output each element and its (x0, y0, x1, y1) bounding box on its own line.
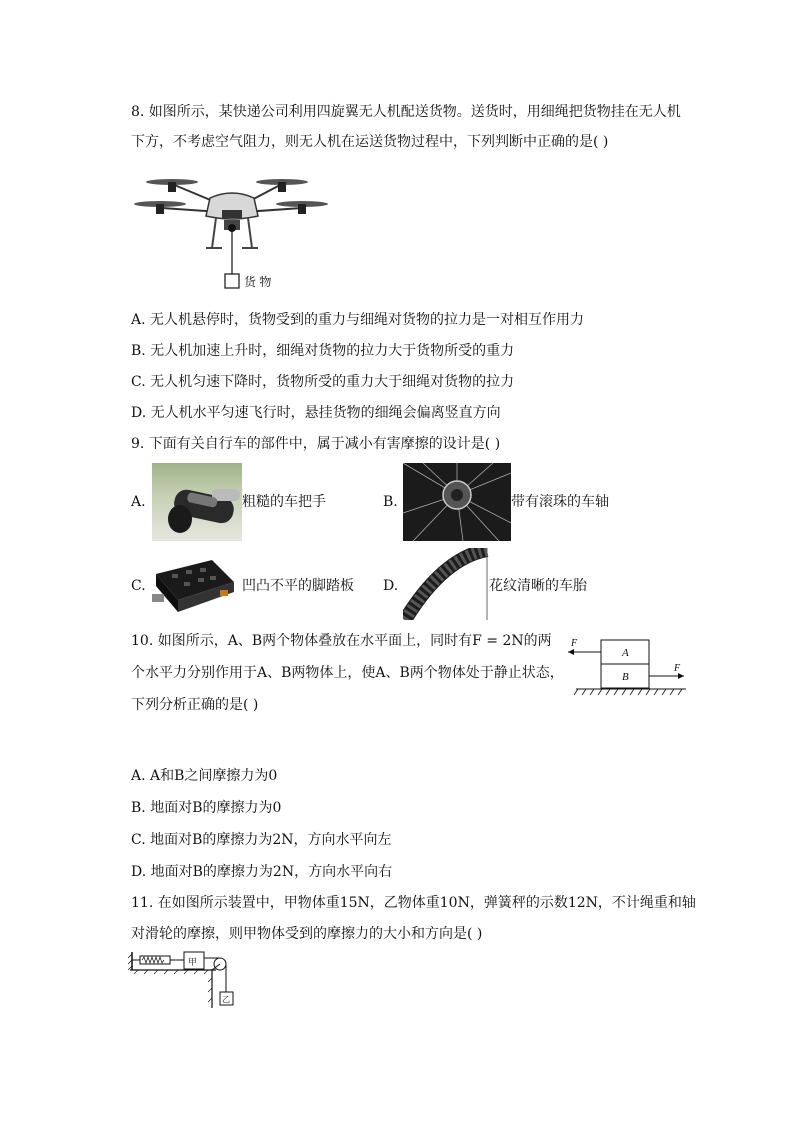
q8-stem-line1: 8. 如图所示，某快递公司利用四旋翼无人机配送货物。送货时，用细绳把货物挂在无人机 (131, 104, 681, 120)
q10-stem-line2: 个水平力分别作用于A、B两物体上，使A、B两个物体处于静止状态， (131, 665, 564, 681)
pedal-photo (150, 552, 240, 618)
q10-option-b: B. 地面对B的摩擦力为0 (131, 800, 282, 816)
block-jia-label: 甲 (188, 958, 198, 968)
q8-option-d: D. 无人机水平匀速飞行时，悬挂货物的细绳会偏离竖直方向 (131, 405, 501, 421)
block-a-label: A (622, 647, 629, 659)
handlebar-photo (152, 463, 242, 541)
cargo-label: 货 物 (244, 275, 272, 289)
stacked-blocks-figure (562, 634, 692, 698)
q11-stem-line1: 11. 在如图所示装置中，甲物体重15N，乙物体重10N，弹簧秤的示数12N，不计绳重和轴 (131, 895, 696, 911)
block-b-label: B (622, 671, 629, 683)
q9-stem: 9. 下面有关自行车的部件中，属于减小有害摩擦的设计是( ) (131, 436, 501, 452)
ground-hatching (574, 689, 682, 695)
q10-option-a: A. A和B之间摩擦力为0 (131, 768, 278, 784)
q9-option-a-caption: 粗糙的车把手 (242, 494, 326, 510)
block-yi-label: 乙 (222, 995, 230, 1004)
pulley-figure (128, 950, 240, 1010)
force-left-label: F (571, 638, 578, 649)
q9-option-c-letter: C. (131, 578, 146, 594)
q9-option-b-letter: B. (383, 494, 398, 510)
q10-option-c: C. 地面对B的摩擦力为2N，方向水平向左 (131, 832, 392, 848)
q11-stem-line2: 对滑轮的摩擦，则甲物体受到的摩擦力的大小和方向是( ) (131, 926, 483, 942)
q10-stem-line3: 下列分析正确的是( ) (131, 697, 259, 713)
drone-figure (132, 170, 332, 292)
q9-option-c-caption: 凹凸不平的脚踏板 (242, 578, 354, 594)
cargo-box (225, 274, 239, 288)
q10-stem-line1: 10. 如图所示，A、B两个物体叠放在水平面上，同时有F = 2N的两 (131, 633, 552, 649)
q9-option-d-letter: D. (383, 578, 399, 594)
q9-option-a-letter: A. (131, 494, 146, 510)
tire-photo (403, 548, 489, 620)
q8-option-a: A. 无人机悬停时，货物受到的重力与细绳对货物的拉力是一对相互作用力 (131, 312, 585, 328)
q9-option-d-caption: 花纹清晰的车胎 (489, 578, 587, 594)
force-right-label: F (674, 663, 681, 674)
q8-option-b: B. 无人机加速上升时，细绳对货物的拉力大于货物所受的重力 (131, 343, 515, 359)
wheel-hub-photo (403, 463, 511, 541)
q8-option-c: C. 无人机匀速下降时，货物所受的重力大于细绳对货物的拉力 (131, 374, 515, 390)
q10-option-d: D. 地面对B的摩擦力为2N，方向水平向右 (131, 864, 393, 880)
q9-option-b-caption: 带有滚珠的车轴 (511, 494, 609, 510)
q8-stem-line2: 下方，不考虑空气阻力，则无人机在运送货物过程中，下列判断中正确的是( ) (131, 134, 609, 150)
